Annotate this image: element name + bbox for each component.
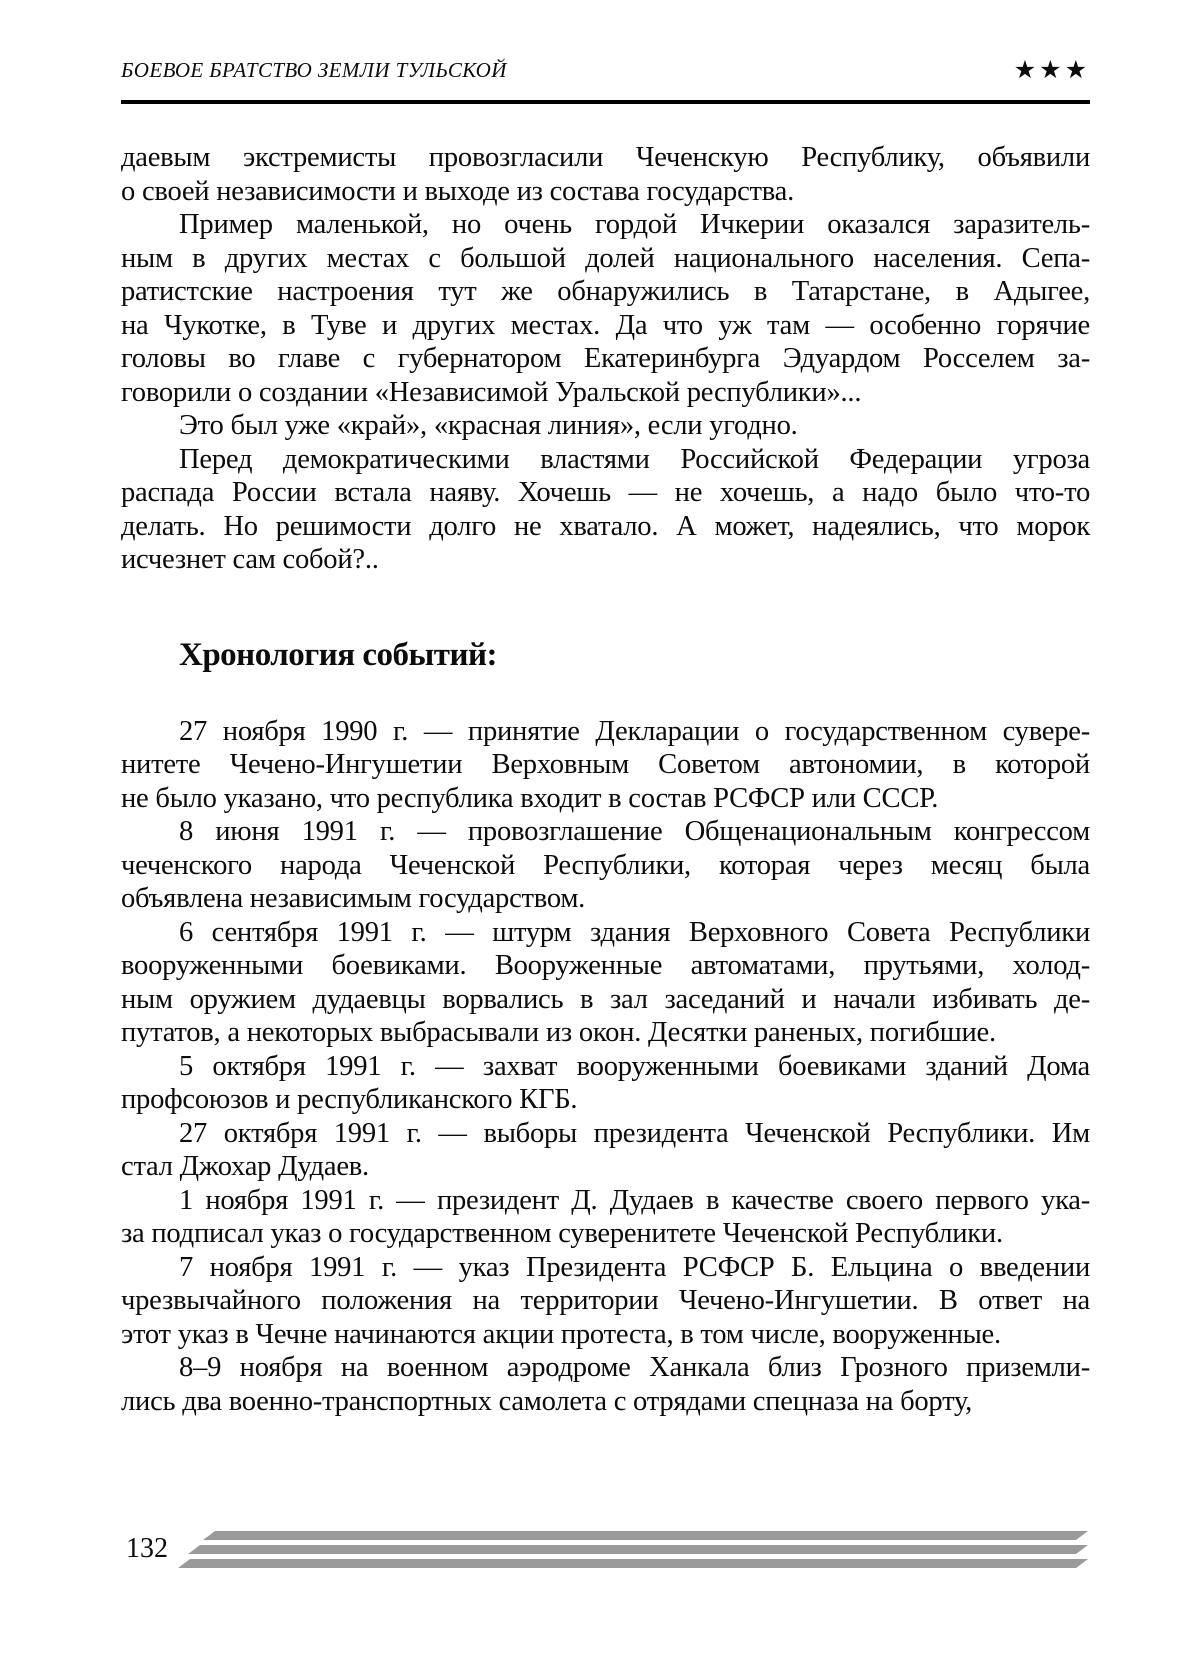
text-line: распада России встала наяву. Хочешь — не хочешь, а надо было что-то xyxy=(121,477,1090,508)
text-line: объявлена независимым государством. xyxy=(121,883,586,914)
text-line: 7 ноября 1991 г. — указ Президента РСФСР Б. Ельцина о введении xyxy=(179,1251,1090,1283)
text-line: 6 сентября 1991 г. — штурм здания Верховного Совета Республики xyxy=(179,916,1090,948)
text-line: ным в других местах с большой долей национального населения. Сепа- xyxy=(121,242,1090,274)
running-title: БОЕВОЕ БРАТСТВО ЗЕМЛИ ТУЛЬСКОЙ xyxy=(121,58,507,82)
text-line: ратистские настроения тут же обнаружились в Татарстане, в Адыгее, xyxy=(121,276,1090,307)
body-text xyxy=(121,141,1090,1418)
section-heading: Хронология событий: xyxy=(179,636,498,673)
paragraph xyxy=(121,815,1090,916)
paragraph xyxy=(121,1351,1090,1418)
text-line: лись два военно-транспортных самолета с отрядами спецназа на борту, xyxy=(121,1385,973,1417)
text-line: на Чукотке, в Туве и других местах. Да что уж там — особенно горячие xyxy=(121,309,1090,341)
text-line: даевым экстремисты провозгласили Чеченскую Республику, объявили xyxy=(121,142,1090,173)
text-line: стал Джохар Дудаев. xyxy=(121,1151,369,1182)
paragraph xyxy=(121,208,1090,409)
page-number: 132 xyxy=(126,1533,168,1564)
paragraph xyxy=(121,443,1090,577)
paragraph xyxy=(121,141,1090,208)
footer-stripe xyxy=(178,1559,1088,1568)
paragraph xyxy=(121,1184,1090,1251)
header-rule xyxy=(121,100,1090,104)
text-line: нитете Чечено-Ингушетии Верховным Советом автономии, в которой xyxy=(121,749,1090,780)
footer-stripe xyxy=(188,1545,1088,1554)
paragraph xyxy=(121,916,1090,1050)
text-line: 27 октября 1991 г. — выборы президента Чеченской Республики. Им xyxy=(179,1117,1090,1149)
text-line: вооруженными боевиками. Вооруженные автоматами, прутьями, холод- xyxy=(121,950,1090,981)
page-header xyxy=(121,58,1090,83)
text-line: 1 ноября 1991 г. — президент Д. Дудаев в качестве своего первого ука- xyxy=(179,1184,1090,1216)
stars-ornament-icon: ★★★ xyxy=(1013,57,1090,84)
paragraph xyxy=(121,1117,1090,1184)
text-line: этот указ в Чечне начинаются акции протеста, в том числе, вооруженные. xyxy=(121,1318,1001,1350)
paragraph xyxy=(121,1251,1090,1352)
text-line: Перед демократическими властями Российской Федерации угроза xyxy=(179,443,1090,475)
text-line: делать. Но решимости долго не хватало. А может, надеялись, что морок xyxy=(121,510,1090,542)
paragraph xyxy=(121,715,1090,816)
text-line: не было указано, что республика входит в состав РСФСР или СССР. xyxy=(121,782,939,814)
text-line: профсоюзов и республиканского КГБ. xyxy=(121,1084,578,1115)
text-line: ным оружием дудаевцы ворвались в зал заседаний и начали избивать де- xyxy=(121,983,1090,1015)
text-line: 5 октября 1991 г. — захват вооруженными боевиками зданий Дома xyxy=(179,1050,1090,1082)
text-line: головы во главе с губернатором Екатеринбурга Эдуардом Росселем за- xyxy=(121,343,1090,374)
text-line: чрезвычайного положения на территории Чечено-Ингушетии. В ответ на xyxy=(121,1285,1090,1316)
text-line: путатов, а некоторых выбрасывали из окон. Десятки раненых, погибшие. xyxy=(121,1017,996,1048)
paragraph xyxy=(121,1050,1090,1117)
text-line: о своей независимости и выходе из состава государства. xyxy=(121,175,794,207)
text-line: Это был уже «край», «красная линия», если угодно. xyxy=(179,410,798,441)
text-line: исчезнет сам собой?.. xyxy=(121,544,379,575)
text-line: за подписал указ о государственном суверенитете Чеченской Республики. xyxy=(121,1218,1003,1249)
text-line: 8 июня 1991 г. — провозглашение Общенациональным конгрессом xyxy=(179,816,1090,847)
text-line: говорили о создании «Независимой Уральской республики»... xyxy=(121,376,862,408)
paragraph xyxy=(121,409,1090,443)
text-line: 8–9 ноября на военном аэродроме Ханкала близ Грозного приземли- xyxy=(179,1352,1090,1383)
text-line: чеченского народа Чеченской Республики, которая через месяц была xyxy=(121,849,1090,881)
footer-stripe xyxy=(203,1531,1088,1540)
text-line: Пример маленькой, но очень гордой Ичкерии оказался заразитель- xyxy=(179,209,1090,240)
text-line: 27 ноября 1990 г. — принятие Декларации о государственном сувере- xyxy=(179,715,1090,747)
